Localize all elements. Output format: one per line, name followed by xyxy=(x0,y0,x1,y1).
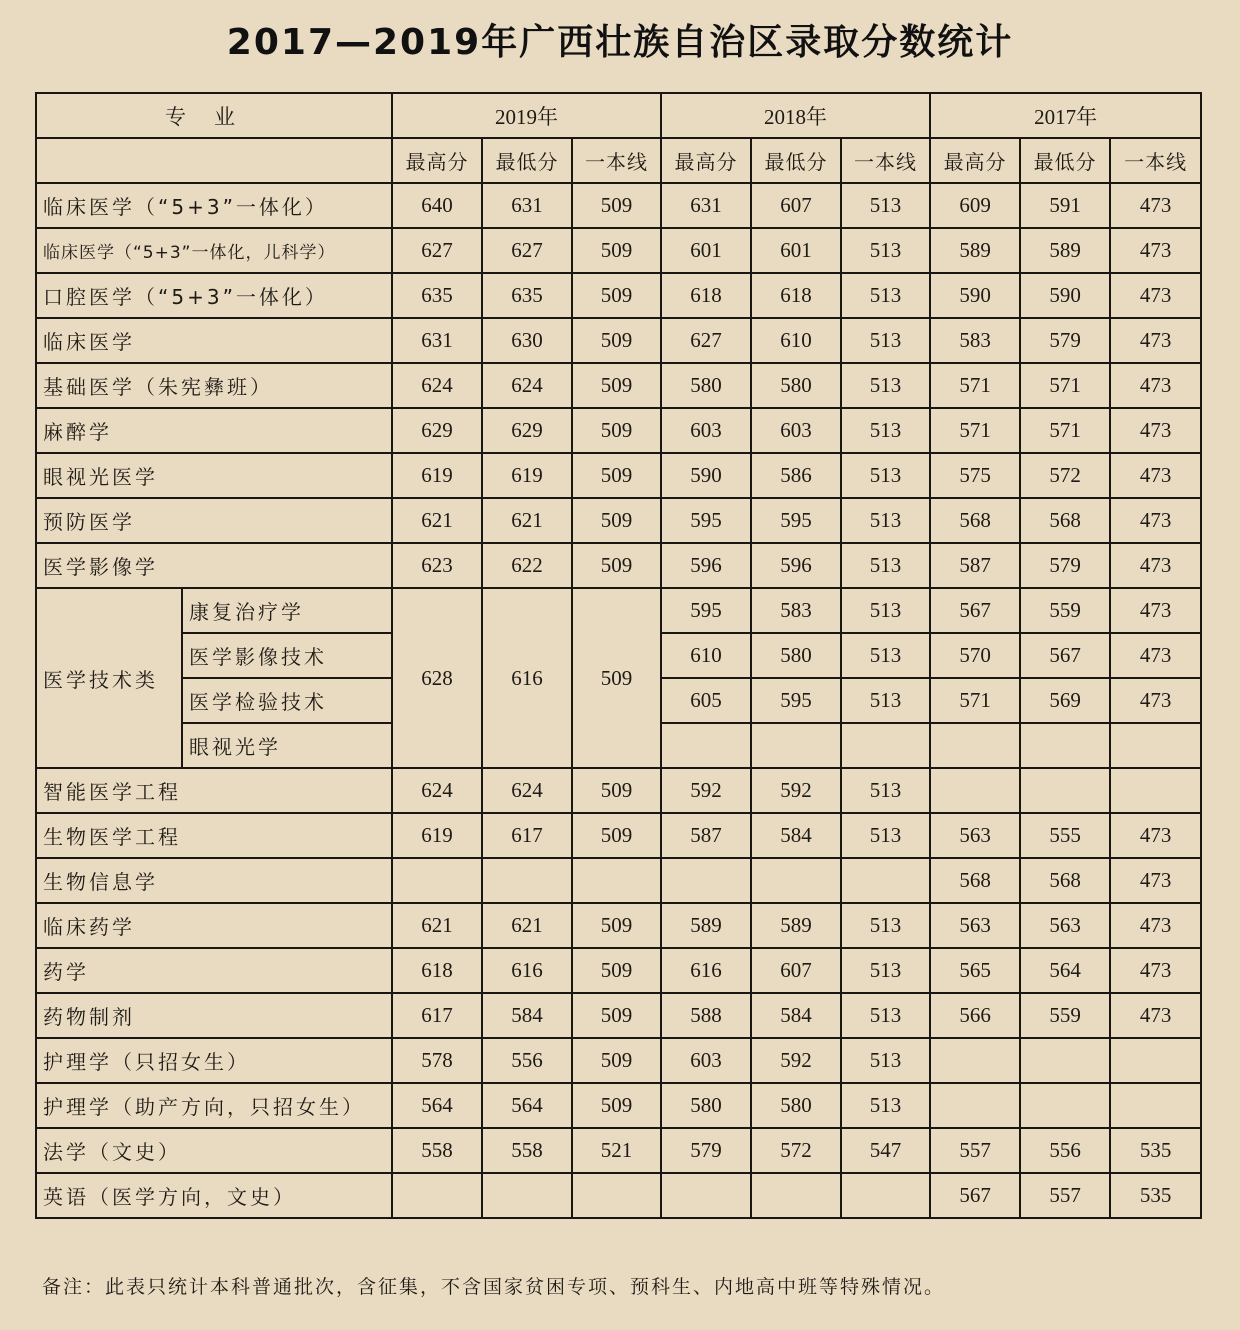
score-cell: 631 xyxy=(661,183,751,228)
table-row xyxy=(36,228,1201,273)
score-cell xyxy=(1020,768,1110,813)
score-cell: 610 xyxy=(661,633,751,678)
score-cell: 571 xyxy=(1020,363,1110,408)
score-cell: 572 xyxy=(751,1128,841,1173)
score-cell: 618 xyxy=(392,948,482,993)
sub-major-name-cell: 医学检验技术 xyxy=(182,678,392,723)
col-min-2019: 最低分 xyxy=(482,138,572,183)
score-cell: 603 xyxy=(661,1038,751,1083)
score-cell xyxy=(1110,1083,1201,1128)
score-cell: 513 xyxy=(841,813,930,858)
score-cell: 513 xyxy=(841,948,930,993)
score-cell xyxy=(482,858,572,903)
score-cell: 513 xyxy=(841,993,930,1038)
major-name-cell: 临床医学 xyxy=(36,318,392,363)
major-name-cell: 英语（医学方向，文史） xyxy=(36,1173,392,1218)
score-cell: 601 xyxy=(751,228,841,273)
score-cell: 583 xyxy=(751,588,841,633)
score-cell: 579 xyxy=(1020,318,1110,363)
score-cell: 473 xyxy=(1110,948,1201,993)
score-cell: 556 xyxy=(482,1038,572,1083)
score-cell: 571 xyxy=(1020,408,1110,453)
score-cell xyxy=(841,1173,930,1218)
score-cell: 631 xyxy=(392,318,482,363)
col-max-2019: 最高分 xyxy=(392,138,482,183)
table-body-group xyxy=(36,588,1201,768)
score-cell: 575 xyxy=(930,453,1020,498)
score-cell: 618 xyxy=(661,273,751,318)
score-cell: 624 xyxy=(392,768,482,813)
score-cell: 592 xyxy=(661,768,751,813)
score-cell: 580 xyxy=(661,363,751,408)
score-cell: 555 xyxy=(1020,813,1110,858)
score-cell xyxy=(841,723,930,768)
major-name-cell: 基础医学（朱宪彝班） xyxy=(36,363,392,408)
score-cell xyxy=(1110,1038,1201,1083)
score-cell: 616 xyxy=(482,948,572,993)
year-header-2018: 2018年 xyxy=(661,93,930,138)
table-row xyxy=(36,273,1201,318)
table-row xyxy=(36,1128,1201,1173)
score-cell: 564 xyxy=(392,1083,482,1128)
score-cell xyxy=(751,858,841,903)
score-cell: 521 xyxy=(572,1128,661,1173)
score-cell: 473 xyxy=(1110,993,1201,1038)
score-cell: 567 xyxy=(930,588,1020,633)
major-name-cell: 药物制剂 xyxy=(36,993,392,1038)
score-cell: 590 xyxy=(661,453,751,498)
score-cell: 595 xyxy=(661,588,751,633)
table-row xyxy=(36,183,1201,228)
score-cell: 624 xyxy=(482,768,572,813)
score-cell: 473 xyxy=(1110,678,1201,723)
score-cell: 473 xyxy=(1110,903,1201,948)
score-cell: 568 xyxy=(930,858,1020,903)
table-row xyxy=(36,543,1201,588)
score-cell: 590 xyxy=(1020,273,1110,318)
score-cell xyxy=(930,1038,1020,1083)
score-cell: 513 xyxy=(841,1083,930,1128)
score-cell: 630 xyxy=(482,318,572,363)
table-row xyxy=(36,993,1201,1038)
major-name-cell: 智能医学工程 xyxy=(36,768,392,813)
score-cell: 513 xyxy=(841,543,930,588)
score-cell: 513 xyxy=(841,273,930,318)
score-cell xyxy=(841,858,930,903)
major-name-cell: 生物信息学 xyxy=(36,858,392,903)
major-name-cell: 医学影像学 xyxy=(36,543,392,588)
score-cell: 605 xyxy=(661,678,751,723)
major-name-cell: 临床药学 xyxy=(36,903,392,948)
score-cell: 473 xyxy=(1110,858,1201,903)
score-cell: 571 xyxy=(930,363,1020,408)
score-cell: 589 xyxy=(1020,228,1110,273)
major-name-cell: 临床医学（“5+3”一体化） xyxy=(36,183,392,228)
score-cell: 580 xyxy=(751,363,841,408)
col-max-2017: 最高分 xyxy=(930,138,1020,183)
score-cell: 572 xyxy=(1020,453,1110,498)
year-header-2017: 2017年 xyxy=(930,93,1201,138)
score-cell: 617 xyxy=(392,993,482,1038)
header-row-years xyxy=(36,93,1201,138)
table-row xyxy=(36,453,1201,498)
score-cell: 627 xyxy=(661,318,751,363)
score-cell: 509 xyxy=(572,363,661,408)
score-cell: 509 xyxy=(572,453,661,498)
score-cell xyxy=(1020,1083,1110,1128)
score-cell: 619 xyxy=(392,453,482,498)
score-cell xyxy=(572,1173,661,1218)
score-cell: 589 xyxy=(930,228,1020,273)
score-cell xyxy=(1020,1038,1110,1083)
score-cell: 513 xyxy=(841,318,930,363)
score-cell: 603 xyxy=(661,408,751,453)
score-cell: 568 xyxy=(1020,498,1110,543)
group-score-2019-cell: 628 xyxy=(392,588,482,768)
major-column-header: 专业 xyxy=(36,93,392,138)
score-cell: 584 xyxy=(751,993,841,1038)
score-cell: 587 xyxy=(661,813,751,858)
score-cell: 592 xyxy=(751,1038,841,1083)
score-cell: 513 xyxy=(841,408,930,453)
table-row xyxy=(36,903,1201,948)
score-cell: 595 xyxy=(751,498,841,543)
score-cell: 588 xyxy=(661,993,751,1038)
score-cell: 473 xyxy=(1110,498,1201,543)
score-cell: 589 xyxy=(751,903,841,948)
major-name-cell: 口腔医学（“5+3”一体化） xyxy=(36,273,392,318)
score-cell: 580 xyxy=(751,1083,841,1128)
score-cell: 513 xyxy=(841,183,930,228)
score-cell: 618 xyxy=(751,273,841,318)
score-cell: 559 xyxy=(1020,588,1110,633)
score-cell: 509 xyxy=(572,228,661,273)
score-cell xyxy=(1110,723,1201,768)
score-cell xyxy=(661,723,751,768)
score-cell: 617 xyxy=(482,813,572,858)
score-cell: 595 xyxy=(661,498,751,543)
score-cell: 619 xyxy=(392,813,482,858)
score-cell: 621 xyxy=(392,903,482,948)
score-cell xyxy=(751,1173,841,1218)
table-row xyxy=(36,948,1201,993)
score-cell: 627 xyxy=(392,228,482,273)
score-cell: 595 xyxy=(751,678,841,723)
score-cell: 622 xyxy=(482,543,572,588)
table-row xyxy=(36,408,1201,453)
table-row xyxy=(36,1173,1201,1218)
score-cell: 547 xyxy=(841,1128,930,1173)
score-cell: 556 xyxy=(1020,1128,1110,1173)
score-cell: 473 xyxy=(1110,588,1201,633)
score-cell: 513 xyxy=(841,678,930,723)
score-cell: 509 xyxy=(572,948,661,993)
score-cell: 509 xyxy=(572,273,661,318)
table-body-bottom xyxy=(36,768,1201,1218)
score-cell: 566 xyxy=(930,993,1020,1038)
table-row xyxy=(36,318,1201,363)
score-cell: 616 xyxy=(661,948,751,993)
score-cell: 509 xyxy=(572,183,661,228)
sub-major-name-cell: 眼视光学 xyxy=(182,723,392,768)
group-score-2019-cell: 509 xyxy=(572,588,661,768)
score-cell: 509 xyxy=(572,318,661,363)
score-cell: 563 xyxy=(1020,903,1110,948)
score-cell: 567 xyxy=(930,1173,1020,1218)
score-cell: 580 xyxy=(751,633,841,678)
table-row xyxy=(36,588,1201,633)
score-cell: 473 xyxy=(1110,633,1201,678)
score-cell: 579 xyxy=(1020,543,1110,588)
score-cell: 610 xyxy=(751,318,841,363)
score-cell: 513 xyxy=(841,633,930,678)
score-cell: 603 xyxy=(751,408,841,453)
score-cell xyxy=(392,1173,482,1218)
score-cell: 557 xyxy=(1020,1173,1110,1218)
table-row xyxy=(36,858,1201,903)
col-max-2018: 最高分 xyxy=(661,138,751,183)
score-cell: 473 xyxy=(1110,183,1201,228)
major-name-cell: 法学（文史） xyxy=(36,1128,392,1173)
score-cell xyxy=(1020,723,1110,768)
score-cell: 509 xyxy=(572,408,661,453)
score-cell: 640 xyxy=(392,183,482,228)
score-cell: 473 xyxy=(1110,363,1201,408)
score-cell: 509 xyxy=(572,993,661,1038)
sub-major-name-cell: 康复治疗学 xyxy=(182,588,392,633)
score-cell: 509 xyxy=(572,813,661,858)
score-cell: 586 xyxy=(751,453,841,498)
score-cell: 473 xyxy=(1110,813,1201,858)
score-cell: 579 xyxy=(661,1128,751,1173)
score-cell: 621 xyxy=(482,498,572,543)
major-name-cell: 药学 xyxy=(36,948,392,993)
score-cell: 509 xyxy=(572,1083,661,1128)
admission-score-table xyxy=(35,92,1202,1219)
table-row xyxy=(36,363,1201,408)
score-cell: 621 xyxy=(482,903,572,948)
score-cell: 596 xyxy=(661,543,751,588)
score-cell: 571 xyxy=(930,408,1020,453)
score-cell: 578 xyxy=(392,1038,482,1083)
col-line-2018: 一本线 xyxy=(841,138,930,183)
score-cell: 568 xyxy=(930,498,1020,543)
footnote: 备注：此表只统计本科普通批次，含征集，不含国家贫困专项、预科生、内地高中班等特殊情况。 xyxy=(42,1276,946,1298)
score-cell: 592 xyxy=(751,768,841,813)
score-cell: 624 xyxy=(392,363,482,408)
score-cell: 607 xyxy=(751,948,841,993)
score-cell: 513 xyxy=(841,1038,930,1083)
major-name-cell: 护理学（只招女生） xyxy=(36,1038,392,1083)
score-cell: 607 xyxy=(751,183,841,228)
score-cell: 635 xyxy=(392,273,482,318)
page-title: 2017—2019年广西壮族自治区录取分数统计 xyxy=(226,22,1014,63)
score-cell: 587 xyxy=(930,543,1020,588)
score-cell: 558 xyxy=(482,1128,572,1173)
major-name-cell: 预防医学 xyxy=(36,498,392,543)
score-cell: 624 xyxy=(482,363,572,408)
major-name-cell: 麻醉学 xyxy=(36,408,392,453)
table-row xyxy=(36,1083,1201,1128)
score-cell: 513 xyxy=(841,903,930,948)
score-cell: 535 xyxy=(1110,1128,1201,1173)
score-cell: 621 xyxy=(392,498,482,543)
group-score-2019-cell: 616 xyxy=(482,588,572,768)
col-line-2019: 一本线 xyxy=(572,138,661,183)
major-name-cell: 临床医学（“5+3”一体化，儿科学） xyxy=(36,228,392,273)
score-cell: 558 xyxy=(392,1128,482,1173)
score-cell: 589 xyxy=(661,903,751,948)
score-cell: 569 xyxy=(1020,678,1110,723)
col-min-2018: 最低分 xyxy=(751,138,841,183)
major-name-cell: 眼视光医学 xyxy=(36,453,392,498)
score-cell: 564 xyxy=(1020,948,1110,993)
score-cell: 559 xyxy=(1020,993,1110,1038)
score-cell: 584 xyxy=(751,813,841,858)
score-cell: 473 xyxy=(1110,408,1201,453)
score-cell xyxy=(930,768,1020,813)
score-cell: 513 xyxy=(841,363,930,408)
score-cell xyxy=(661,858,751,903)
score-cell: 513 xyxy=(841,498,930,543)
major-name-cell: 护理学（助产方向，只招女生） xyxy=(36,1083,392,1128)
score-cell: 623 xyxy=(392,543,482,588)
header-row-metrics xyxy=(36,138,1201,183)
score-cell: 473 xyxy=(1110,273,1201,318)
score-cell: 509 xyxy=(572,903,661,948)
score-cell: 513 xyxy=(841,768,930,813)
score-cell: 513 xyxy=(841,453,930,498)
score-cell: 509 xyxy=(572,768,661,813)
score-cell: 590 xyxy=(930,273,1020,318)
score-cell: 565 xyxy=(930,948,1020,993)
score-cell xyxy=(1110,768,1201,813)
score-cell: 473 xyxy=(1110,228,1201,273)
score-cell: 580 xyxy=(661,1083,751,1128)
score-cell: 619 xyxy=(482,453,572,498)
score-cell: 563 xyxy=(930,813,1020,858)
score-cell: 557 xyxy=(930,1128,1020,1173)
col-min-2017: 最低分 xyxy=(1020,138,1110,183)
score-cell: 570 xyxy=(930,633,1020,678)
table-body-top xyxy=(36,183,1201,588)
score-cell: 563 xyxy=(930,903,1020,948)
score-cell: 567 xyxy=(1020,633,1110,678)
score-cell: 571 xyxy=(930,678,1020,723)
score-cell: 631 xyxy=(482,183,572,228)
score-cell: 473 xyxy=(1110,453,1201,498)
score-cell: 629 xyxy=(482,408,572,453)
table-row xyxy=(36,1038,1201,1083)
score-cell: 609 xyxy=(930,183,1020,228)
score-cell: 568 xyxy=(1020,858,1110,903)
score-cell: 509 xyxy=(572,1038,661,1083)
blank-header-cell xyxy=(36,138,392,183)
score-cell: 627 xyxy=(482,228,572,273)
score-cell: 596 xyxy=(751,543,841,588)
score-cell: 509 xyxy=(572,498,661,543)
score-cell: 591 xyxy=(1020,183,1110,228)
score-cell: 535 xyxy=(1110,1173,1201,1218)
col-line-2017: 一本线 xyxy=(1110,138,1201,183)
group-name-cell: 医学技术类 xyxy=(36,588,182,768)
score-cell xyxy=(930,1083,1020,1128)
major-name-cell: 生物医学工程 xyxy=(36,813,392,858)
table-row xyxy=(36,813,1201,858)
score-cell: 629 xyxy=(392,408,482,453)
score-cell: 473 xyxy=(1110,318,1201,363)
score-cell xyxy=(751,723,841,768)
table-row xyxy=(36,768,1201,813)
score-cell: 473 xyxy=(1110,543,1201,588)
score-cell: 513 xyxy=(841,588,930,633)
sub-major-name-cell: 医学影像技术 xyxy=(182,633,392,678)
score-cell: 509 xyxy=(572,543,661,588)
score-cell xyxy=(572,858,661,903)
score-cell: 601 xyxy=(661,228,751,273)
score-cell: 513 xyxy=(841,228,930,273)
score-cell xyxy=(392,858,482,903)
score-cell: 583 xyxy=(930,318,1020,363)
year-header-2019: 2019年 xyxy=(392,93,661,138)
table-row xyxy=(36,498,1201,543)
score-cell xyxy=(930,723,1020,768)
score-cell: 564 xyxy=(482,1083,572,1128)
score-cell: 635 xyxy=(482,273,572,318)
score-cell: 584 xyxy=(482,993,572,1038)
score-cell xyxy=(482,1173,572,1218)
score-cell xyxy=(661,1173,751,1218)
